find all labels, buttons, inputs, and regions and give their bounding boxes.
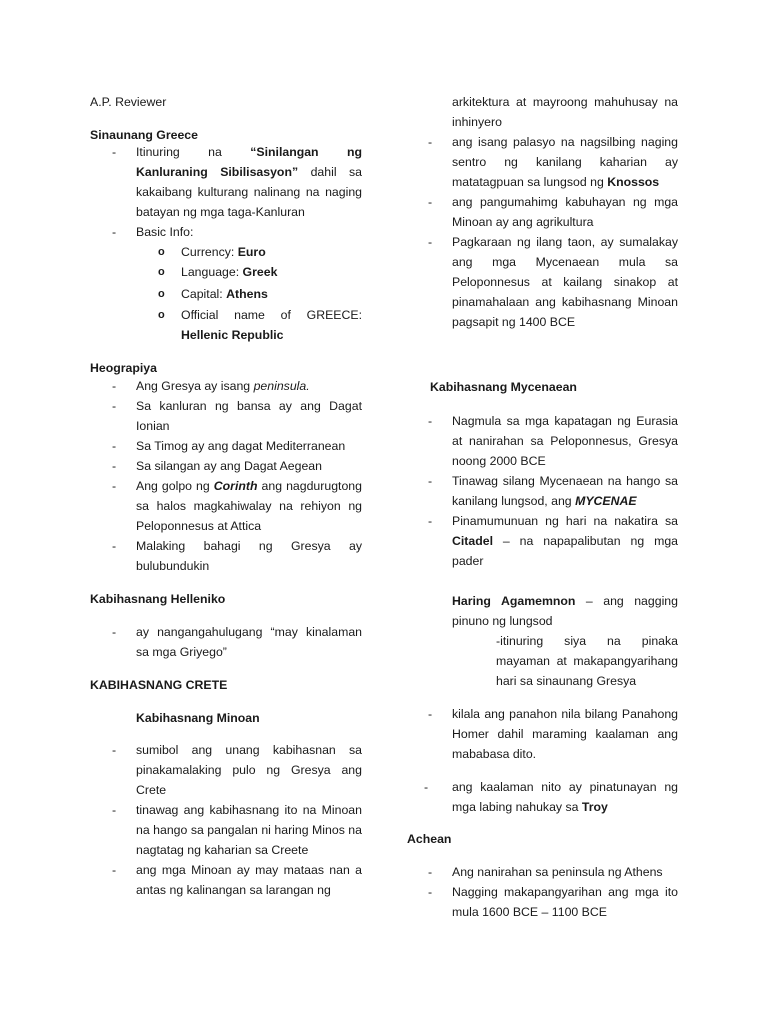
info-language xyxy=(181,262,277,282)
italic-text: peninsula. xyxy=(253,379,310,393)
list-item: ang pangumahimg kabuhayan ng mga Minoan ay ang agrikultura xyxy=(452,195,678,229)
dash-marker: - xyxy=(112,479,117,493)
text: Pinamumunuan ng hari na nakatira sa xyxy=(452,514,678,528)
section-heading-achean: Achean xyxy=(407,832,452,846)
section-heading-heograpiya: Heograpiya xyxy=(90,361,157,375)
text: – ang nagging pinuno ng lungsod xyxy=(452,594,678,628)
bold-text: Knossos xyxy=(607,175,660,189)
bold-italic-text: MYCENAE xyxy=(575,494,637,508)
dash-marker: - xyxy=(112,399,117,413)
section-heading-sinaunang-greece: Sinaunang Greece xyxy=(90,128,198,142)
bold-italic-text: Corinth xyxy=(213,479,258,493)
text: Ang golpo ng xyxy=(136,479,214,493)
text: Itinuring na xyxy=(136,145,251,159)
sub-item: -itinuring siya na pinaka mayaman at makapangyarihang hari sa sinaunang Gresya xyxy=(496,634,678,688)
haring-agamemnon-text xyxy=(452,591,678,631)
dash-marker: - xyxy=(112,379,117,393)
circle-bullet-icon: o xyxy=(158,288,165,300)
list-item: Nagmula sa mga kapatagan ng Eurasia at nanirahan sa Peloponnesus, Gresya noong 2000 BCE xyxy=(452,414,678,468)
bold-text: Citadel xyxy=(452,534,493,548)
basic-info-label: Basic Info: xyxy=(136,225,194,239)
list-item: sumibol ang unang kabihasnan sa pinakamalaking pulo ng Gresya ang Crete xyxy=(136,743,362,797)
continuation-text: arkitektura at mayroong mahuhusay na inhinyero xyxy=(452,95,678,129)
info-value: Athens xyxy=(226,287,268,301)
dash-marker: - xyxy=(428,135,433,149)
list-item xyxy=(136,142,362,222)
text: Ang Gresya ay isang xyxy=(136,379,254,393)
info-label: Official name of GREECE: xyxy=(181,308,362,322)
dash-marker: - xyxy=(424,780,429,794)
info-official-name xyxy=(181,305,362,345)
info-value: Euro xyxy=(237,245,266,259)
subheading-minoan: Kabihasnang Minoan xyxy=(136,711,260,725)
circle-bullet-icon: o xyxy=(158,309,165,321)
dash-marker: - xyxy=(112,625,117,639)
dash-marker: - xyxy=(112,743,117,757)
info-label: Language: xyxy=(181,265,243,279)
list-item xyxy=(452,511,678,571)
circle-bullet-icon: o xyxy=(158,246,165,258)
info-value: Greek xyxy=(242,265,278,279)
list-item: Sa silangan ay ang Dagat Aegean xyxy=(136,459,322,473)
text: – na napapalibutan ng mga pader xyxy=(452,534,678,568)
text: ang isang palasyo na nagsilbing naging sentro ng kanilang kaharian ay matatagpuan sa lungsod ng xyxy=(452,135,678,189)
bold-text: Haring Agamemnon xyxy=(452,594,576,608)
list-item: Pagkaraan ng ilang taon, ay sumalakay ang mga Mycenaean mula sa Peloponnesus at kailang sinakop at pinamahalaan ang kabihasnang Minoan pagsapit ng 1400 BCE xyxy=(452,235,678,329)
list-item: ang mga Minoan ay may mataas nan a antas ng kalinangan sa larangan ng xyxy=(136,863,362,897)
info-currency xyxy=(181,242,266,262)
list-item: Malaking bahagi ng Gresya ay bulubundukin xyxy=(136,539,362,573)
text: ang nagdurugtong sa halos magkahiwalay na rehiyon ng Peloponnesus at Attica xyxy=(136,479,362,533)
dash-marker: - xyxy=(112,863,117,877)
list-item xyxy=(452,471,678,511)
dash-marker: - xyxy=(112,803,117,817)
list-item xyxy=(136,476,362,536)
list-item: tinawag ang kabihasnang ito na Minoan na hango sa pangalan ni haring Minos na nagtatag ng kaharian sa Creete xyxy=(136,803,362,857)
list-item xyxy=(452,777,678,817)
dash-marker: - xyxy=(428,707,433,721)
dash-marker: - xyxy=(428,885,433,899)
document-title: A.P. Reviewer xyxy=(90,95,167,109)
info-capital xyxy=(181,284,268,304)
dash-marker: - xyxy=(112,145,117,159)
list-item xyxy=(452,132,678,192)
dash-marker: - xyxy=(428,414,433,428)
list-item: kilala ang panahon nila bilang Panahong Homer dahil maraming kaalaman ang mababasa dito. xyxy=(452,707,678,761)
dash-marker: - xyxy=(428,195,433,209)
list-item: ay nangangahulugang “may kinalaman sa mga Griyego” xyxy=(136,625,362,659)
text: ang kaalaman nito ay pinatunayan ng mga labing nahukay sa xyxy=(452,780,678,814)
bold-text: “Sinilangan ng Kanluraning Sibilisasyon” xyxy=(136,145,363,179)
text: dahil sa kakaibang kulturang nalinang na naging batayan ng mga taga-Kanluran xyxy=(136,165,362,219)
section-heading-helleniko: Kabihasnang Helleniko xyxy=(90,592,226,606)
list-item: Nagging makapangyarihan ang mga ito mula 1600 BCE – 1100 BCE xyxy=(452,885,678,919)
info-value: Hellenic Republic xyxy=(181,328,284,342)
dash-marker: - xyxy=(428,514,433,528)
dash-marker: - xyxy=(112,225,117,239)
dash-marker: - xyxy=(428,474,433,488)
section-heading-crete: KABIHASNANG CRETE xyxy=(90,678,228,692)
list-item: Ang nanirahan sa peninsula ng Athens xyxy=(452,865,663,879)
dash-marker: - xyxy=(112,459,117,473)
dash-marker: - xyxy=(428,865,433,879)
list-item: Sa kanluran ng bansa ay ang Dagat Ionian xyxy=(136,399,362,433)
info-label: Capital: xyxy=(181,287,227,301)
text: Tinawag silang Mycenaean na hango sa kanilang lungsod, ang xyxy=(452,474,678,508)
dash-marker: - xyxy=(428,235,433,249)
info-label: Currency: xyxy=(181,245,238,259)
list-item: Sa Timog ay ang dagat Mediterranean xyxy=(136,439,346,453)
section-heading-mycenaean: Kabihasnang Mycenaean xyxy=(430,380,577,394)
dash-marker: - xyxy=(112,539,117,553)
circle-bullet-icon: o xyxy=(158,266,165,278)
list-item xyxy=(136,376,362,396)
dash-marker: - xyxy=(112,439,117,453)
bold-text: Troy xyxy=(581,800,608,814)
